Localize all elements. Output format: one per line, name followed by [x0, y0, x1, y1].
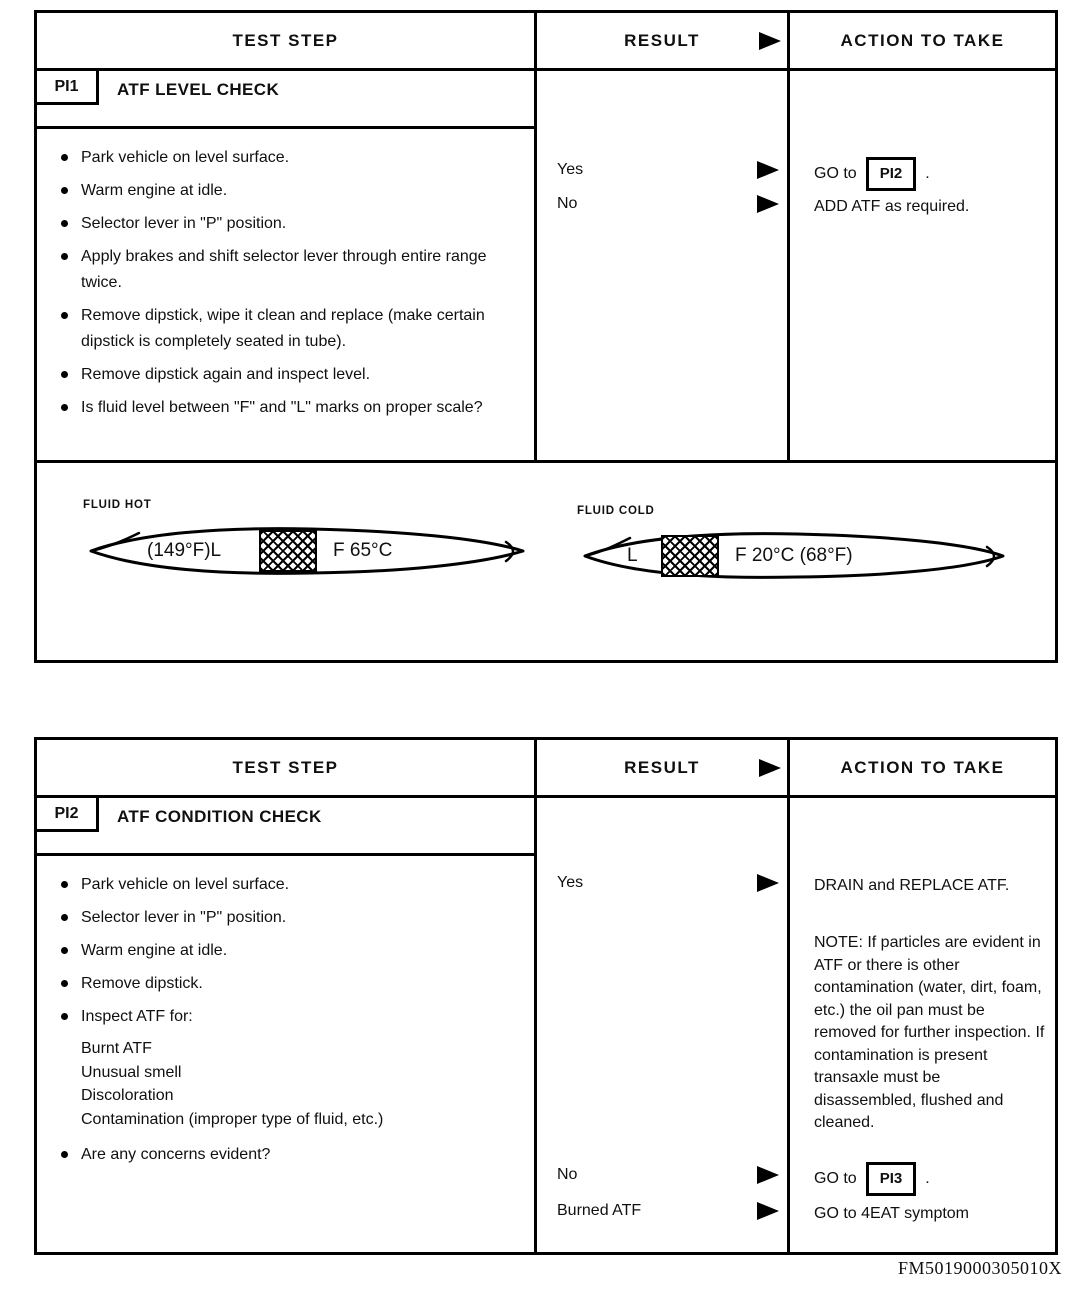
col-header-action: ACTION TO TAKE [840, 757, 1005, 777]
test-step-item [61, 244, 520, 296]
crosshatch-mark [661, 535, 719, 577]
result-label: Burned ATF [557, 1202, 642, 1219]
action-cell [790, 798, 1055, 1252]
step-text: Inspect ATF for: [81, 1008, 193, 1025]
result-label: No [557, 1166, 578, 1183]
step-id-box: PI2 [37, 798, 99, 832]
dipstick-figures-row [37, 463, 1055, 660]
result-label: No [557, 195, 578, 212]
pi2-body-row [37, 798, 1055, 1252]
pi1-table [34, 10, 1058, 663]
test-step-item [61, 872, 520, 898]
test-step-item [61, 395, 520, 421]
result-arrow-icon [757, 161, 779, 179]
goto-ref-box: PI3 [866, 1162, 917, 1196]
bullet-icon [61, 1013, 68, 1020]
dipstick-low-mark: (149°F)L [147, 540, 222, 561]
result-row-yes [557, 161, 779, 179]
action-row-yes [814, 157, 1047, 191]
action-text: DRAIN and REPLACE ATF. [814, 877, 1010, 894]
result-label: Yes [557, 161, 584, 178]
result-row-no [557, 195, 779, 213]
test-step-item [61, 145, 520, 171]
step-id-strip [37, 71, 534, 129]
bullet-icon [61, 371, 68, 378]
step-text: Selector lever in "P" position. [81, 909, 287, 926]
result-label: Yes [557, 874, 584, 891]
col-header-action: ACTION TO TAKE [840, 30, 1005, 50]
step-text: Remove dipstick, wipe it clean and replace (make certain dipstick is completely seated in tube). [81, 307, 485, 350]
step-text: Warm engine at idle. [81, 942, 228, 959]
dipstick-low-mark: L [627, 545, 638, 566]
result-arrow-icon [757, 874, 779, 892]
header-row [37, 740, 1055, 798]
dipstick-blade [81, 520, 529, 582]
test-step-cell [37, 71, 537, 460]
action-text: ADD ATF as required. [814, 198, 970, 215]
dipstick-full-mark: F 20°C (68°F) [735, 545, 853, 566]
bullet-icon [61, 312, 68, 319]
pi2-table [34, 737, 1058, 1255]
action-row-no [814, 1162, 1047, 1196]
test-step-list [37, 856, 534, 1030]
action-row-yes [814, 874, 1047, 898]
dipstick-blade [575, 526, 1010, 586]
test-step-item [61, 971, 520, 997]
result-arrow-icon [757, 195, 779, 213]
pi1-body-row [37, 71, 1055, 463]
result-arrow-icon [757, 1202, 779, 1220]
dipstick-full-mark: F 65°C [333, 540, 393, 561]
test-step-item [61, 905, 520, 931]
action-row-no [814, 195, 1047, 219]
step-text: Apply brakes and shift selector lever through entire range twice. [81, 248, 487, 291]
bullet-icon [61, 881, 68, 888]
test-step-item [61, 178, 520, 204]
inspect-item-list [37, 1037, 534, 1131]
figure-caption: FLUID HOT [83, 499, 152, 511]
result-row-no [557, 1166, 779, 1184]
test-step-item [61, 303, 520, 355]
step-text: Remove dipstick again and inspect level. [81, 366, 371, 383]
bullet-icon [61, 187, 68, 194]
test-step-list [37, 129, 534, 421]
result-row-burned-atf [557, 1202, 779, 1220]
test-step-list [37, 1140, 534, 1168]
action-text: GO to 4EAT symptom [814, 1205, 970, 1222]
result-row-yes [557, 874, 779, 892]
step-text: Selector lever in "P" position. [81, 215, 287, 232]
bullet-icon [61, 947, 68, 954]
inspect-item: Discoloration [81, 1087, 174, 1104]
header-row [37, 13, 1055, 71]
step-id-strip [37, 798, 534, 856]
dipstick-figure-hot [81, 499, 529, 582]
step-text: Are any concerns evident? [81, 1146, 271, 1163]
test-step-item [61, 1004, 520, 1030]
result-header-label: RESULT [624, 30, 700, 50]
test-step-cell [37, 798, 537, 1252]
step-text: Remove dipstick. [81, 975, 203, 992]
step-text: Park vehicle on level surface. [81, 876, 290, 893]
action-text: GO to [814, 165, 857, 182]
action-cell [790, 71, 1055, 460]
figure-caption: FLUID COLD [577, 505, 655, 517]
bullet-icon [61, 404, 68, 411]
result-header-label: RESULT [624, 757, 700, 777]
action-text: GO to [814, 1170, 857, 1187]
test-step-item [61, 1142, 520, 1168]
bullet-icon [61, 980, 68, 987]
footer-code: FM5019000305010X [897, 1258, 1062, 1278]
action-row-burned-atf [814, 1202, 1047, 1226]
test-step-item [61, 211, 520, 237]
goto-ref-box: PI2 [866, 157, 917, 191]
inspect-item: Burnt ATF [81, 1040, 152, 1057]
step-title: ATF LEVEL CHECK [117, 80, 280, 99]
bullet-icon [61, 914, 68, 921]
inspect-item: Contamination (improper type of fluid, etc.) [81, 1110, 384, 1128]
step-text: Park vehicle on level surface. [81, 149, 290, 166]
step-id-box: PI1 [37, 71, 99, 105]
bullet-icon [61, 154, 68, 161]
col-header-result [537, 13, 790, 68]
result-cell [537, 71, 790, 460]
result-header-arrow-icon [759, 32, 781, 50]
bullet-icon [61, 253, 68, 260]
col-header-test-step: TEST STEP [37, 13, 537, 68]
result-header-arrow-icon [759, 759, 781, 777]
dipstick-figure-cold [575, 505, 1010, 586]
action-text: . [925, 165, 930, 182]
step-text: Is fluid level between "F" and "L" marks on proper scale? [81, 399, 483, 416]
bullet-icon [61, 1151, 68, 1158]
action-note: NOTE: If particles are evident in ATF or there is other contamination (water, dirt, foam, etc.) the oil pan must be removed for further inspection. If contamination is present transaxle must be disassembled, flushed and cleaned. [814, 934, 1045, 1131]
col-header-test-step: TEST STEP [37, 740, 537, 795]
test-step-item [61, 938, 520, 964]
step-title: ATF CONDITION CHECK [117, 807, 322, 826]
result-cell [537, 798, 790, 1252]
action-text: . [925, 1170, 930, 1187]
result-arrow-icon [757, 1166, 779, 1184]
bullet-icon [61, 220, 68, 227]
crosshatch-mark [259, 530, 317, 572]
col-header-result [537, 740, 790, 795]
step-text: Warm engine at idle. [81, 182, 228, 199]
test-step-item [61, 362, 520, 388]
inspect-item: Unusual smell [81, 1063, 182, 1081]
